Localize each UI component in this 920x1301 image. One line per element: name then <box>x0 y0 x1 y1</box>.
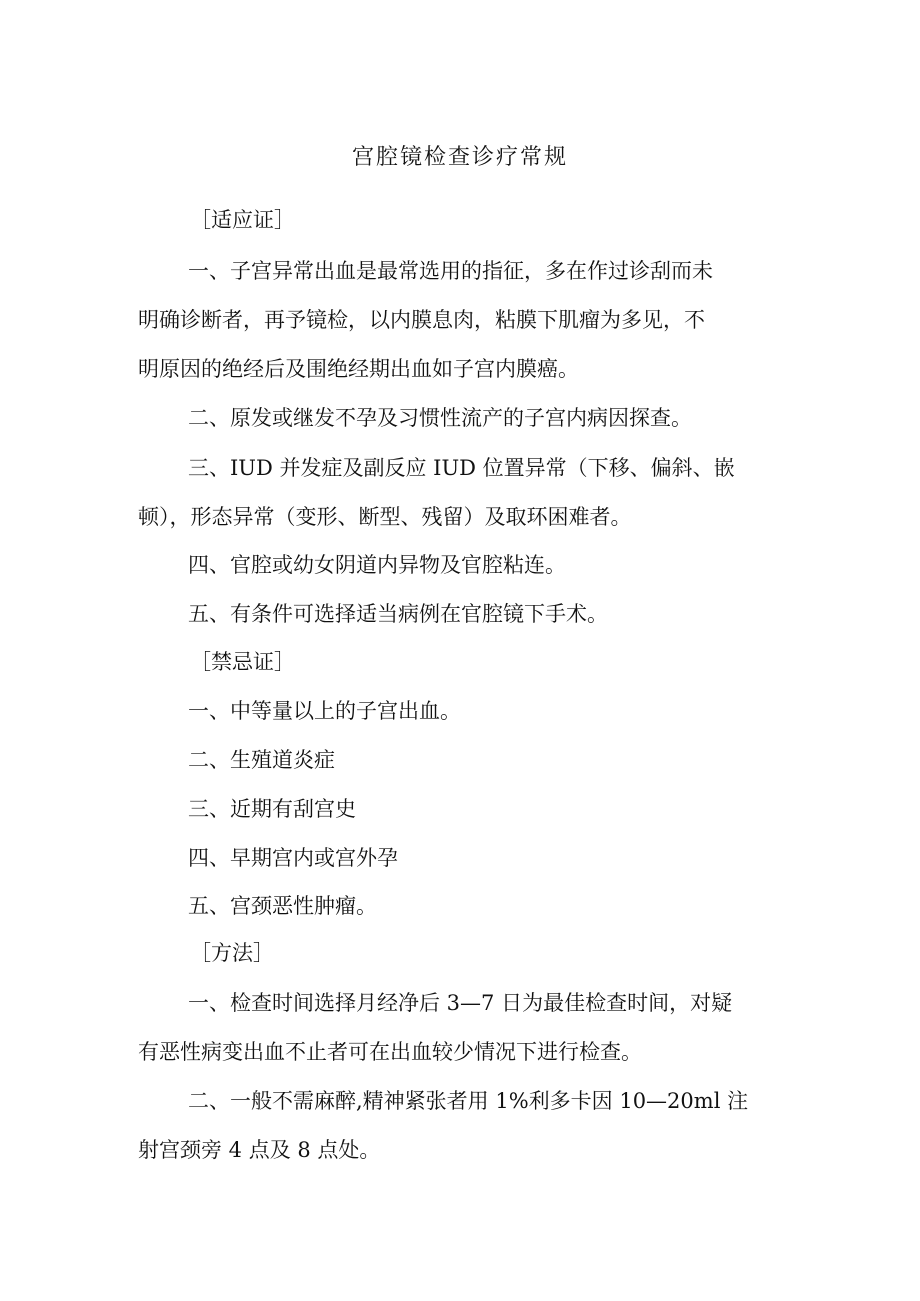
paragraph-line: 有恶性病变出血不止者可在出血较少情况下进行检查。 <box>138 1040 642 1064</box>
paragraph-line: 顿），形态异常（变形、断型、残留）及取环困难者。 <box>138 505 632 529</box>
list-item: 四、早期宫内或宫外孕 <box>188 846 398 870</box>
section-heading-method: ［方法］ <box>190 941 274 965</box>
paragraph-line: 二、一般不需麻醉,精神紧张者用 1%利多卡因 10—20ml 注 <box>188 1089 749 1113</box>
paragraph-line: 明原因的绝经后及围绝经期出血如子宫内膜癌。 <box>138 357 579 381</box>
paragraph-line: 五、有条件可选择适当病例在官腔镜下手术。 <box>188 602 608 626</box>
paragraph-line: 一、检查时间选择月经净后 3—7 日为最佳检查时间，对疑 <box>188 991 733 1015</box>
list-item: 一、中等量以上的子宫出血。 <box>188 699 461 723</box>
paragraph-line: 三、IUD 并发症及副反应 IUD 位置异常（下移、偏斜、嵌 <box>188 456 735 480</box>
paragraph-line: 二、原发或继发不孕及习惯性流产的子宫内病因探查。 <box>188 406 692 430</box>
list-item: 五、宫颈恶性肿瘤。 <box>188 894 377 918</box>
list-item: 三、近期有刮宫史 <box>188 797 356 821</box>
section-heading-indications: ［适应证］ <box>190 208 295 232</box>
paragraph-line: 明确诊断者，再予镜检，以内膜息肉，粘膜下肌瘤为多见，不 <box>138 308 705 332</box>
section-heading-contraindications: ［禁忌证］ <box>190 650 295 674</box>
paragraph-line: 一、子宫异常出血是最常选用的指征，多在作过诊刮而未 <box>188 259 713 283</box>
page-title: 宫腔镜检查诊疗常规 <box>351 145 568 170</box>
list-item: 二、生殖道炎症 <box>188 748 335 772</box>
paragraph-line: 射宫颈旁 4 点及 8 点处。 <box>138 1138 381 1162</box>
paragraph-line: 四、官腔或幼女阴道内异物及官腔粘连。 <box>188 553 566 577</box>
